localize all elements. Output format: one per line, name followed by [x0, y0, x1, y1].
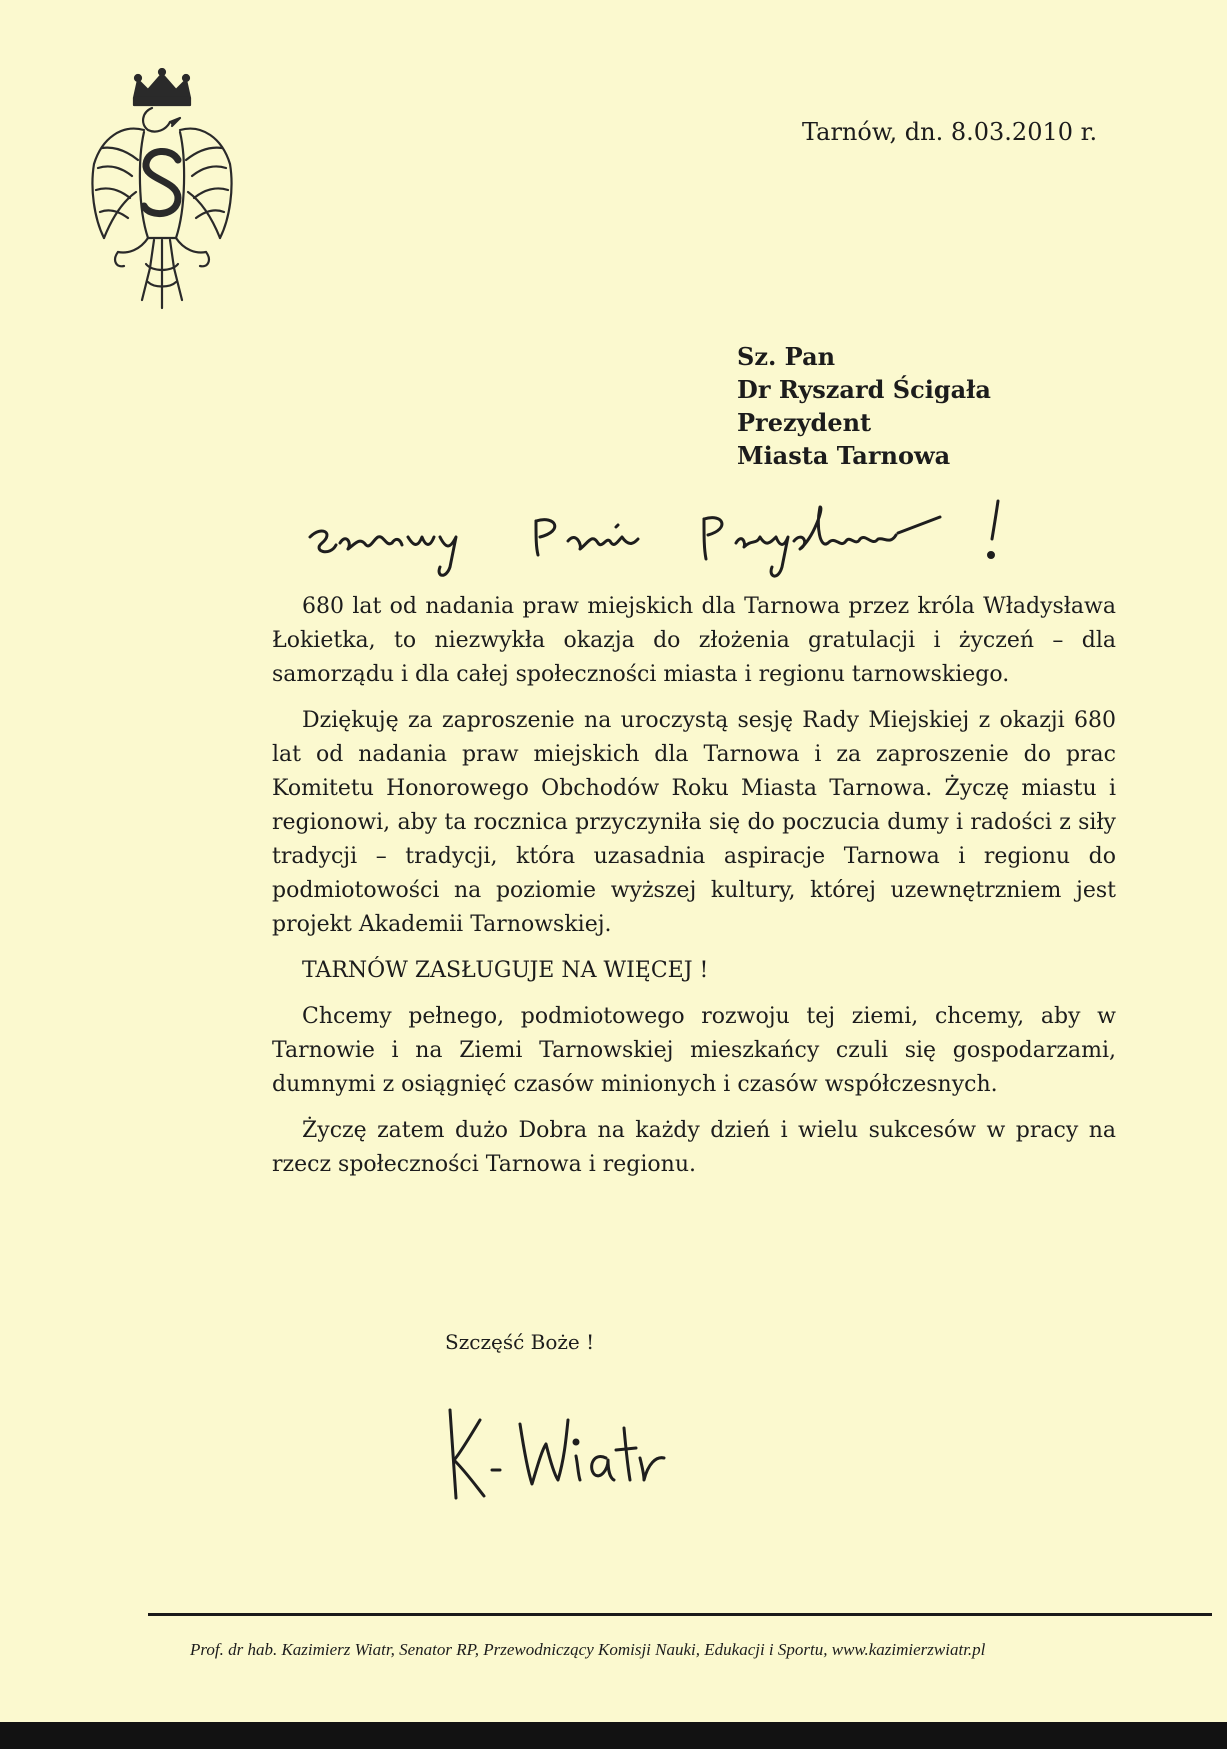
addressee-line: Miasta Tarnowa	[737, 441, 951, 470]
scan-edge	[0, 1722, 1227, 1749]
body-paragraph: 680 lat od nadania praw miejskich dla Tarnowa przez króla Władysława Łokietka, to niezwykła okazja do złożenia gratulacji i życzeń – dla samorządu i dla całej społeczności miasta i regionu tarnowskiego.	[272, 594, 1116, 687]
body-paragraph: Chcemy pełnego, podmiotowego rozwoju tej ziemi, chcemy, aby w Tarnowie i na Ziemi Tarnowskiej mieszkańcy czuli się gospodarzami, dumnymi z osiągnięć czasów minionych i czasów współczesnych.	[272, 1004, 1116, 1097]
letter-date: Tarnów, dn. 8.03.2010 r.	[802, 118, 1098, 146]
footer-sender-info: Prof. dr hab. Kazimierz Wiatr, Senator RP, Przewodniczący Komisji Nauki, Edukacji i Sportu, www.kazimierzwiatr.pl	[190, 1640, 986, 1659]
addressee-line: Prezydent	[737, 408, 872, 437]
footer-divider	[148, 1613, 1212, 1616]
closing-phrase: Szczęść Boże !	[445, 1330, 595, 1354]
letter-body	[272, 590, 1116, 1194]
addressee-line: Dr Ryszard Ścigała	[737, 375, 991, 404]
body-motto: TARNÓW ZASŁUGUJE NA WIĘCEJ !	[302, 958, 709, 983]
addressee-line: Sz. Pan	[737, 342, 836, 371]
body-paragraph: Życzę zatem dużo Dobra na każdy dzień i wielu sukcesów w pracy na rzecz społeczności Tarnowa i regionu.	[272, 1118, 1116, 1177]
eagle-crest-icon	[82, 68, 242, 310]
handwritten-signature	[438, 1400, 678, 1510]
body-paragraph: Dziękuję za zaproszenie na uroczystą sesję Rady Miejskiej z okazji 680 lat od nadania praw miejskich dla Tarnowa i za zaproszenie do prac Komitetu Honorowego Obchodów Roku Miasta Tarnowa. Życzę miastu i regionowi, aby ta rocznica przyczyniła się do poczucia dumy i radości z siły tradycji – tradycji, która uzasadnia aspiracje Tarnowa i regionu do podmiotowości na poziomie wyższej kultury, której uzewnętrzniem jest projekt Akademii Tarnowskiej.	[272, 708, 1116, 937]
addressee-block	[737, 340, 991, 472]
